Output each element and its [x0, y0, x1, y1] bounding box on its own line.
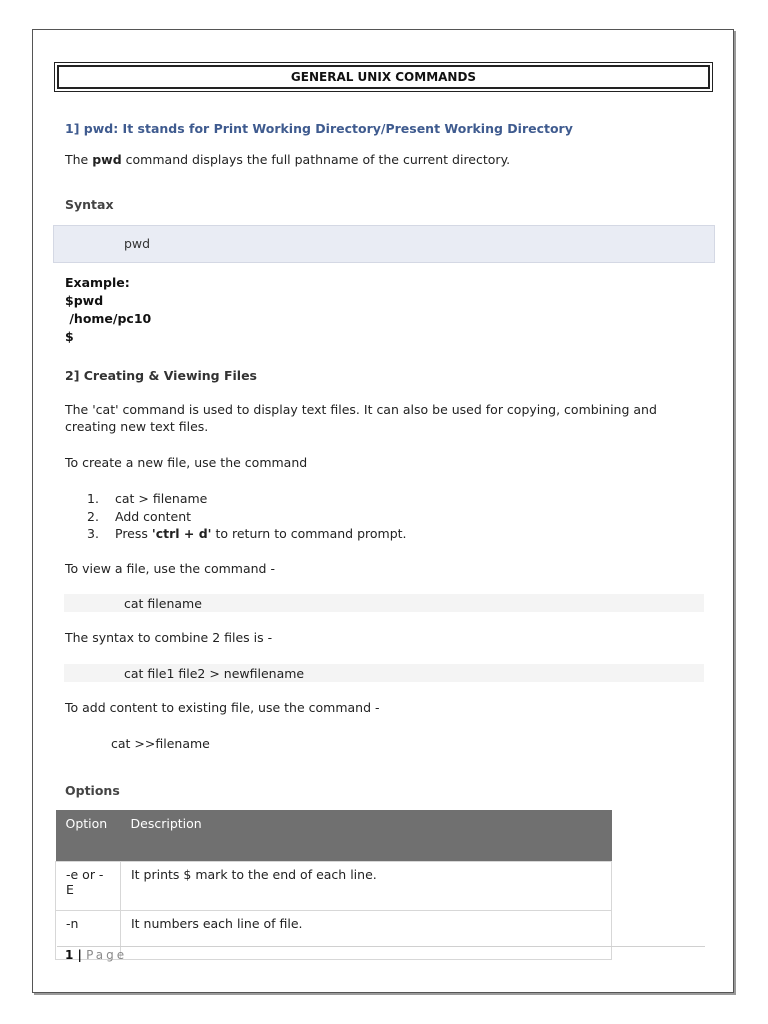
list-number: 3.	[87, 526, 99, 541]
list-text-post: to return to command prompt.	[211, 526, 407, 541]
column-header-option: Option	[56, 810, 121, 862]
list-text	[115, 525, 407, 543]
list-text-keys: 'ctrl + d'	[151, 526, 212, 541]
table-header-row	[56, 810, 612, 862]
column-header-description: Description	[121, 810, 612, 862]
create-steps-list	[87, 490, 407, 543]
table-cell-description: It prints $ mark to the end of each line.	[121, 862, 612, 911]
footer-divider	[57, 946, 705, 947]
page-word: Page	[86, 948, 128, 962]
pwd-desc-command: pwd	[92, 152, 122, 167]
cat-heading: 2] Creating & Viewing Files	[65, 368, 257, 383]
table-row	[56, 911, 612, 960]
list-number: 1.	[87, 491, 99, 506]
list-text: Add content	[115, 508, 192, 524]
view-intro: To view a file, use the command -	[65, 561, 275, 576]
cat-desc-line2: creating new text files.	[65, 419, 209, 434]
create-intro: To create a new file, use the command	[65, 455, 308, 470]
pwd-description	[65, 152, 510, 167]
pwd-syntax-code: pwd	[124, 236, 151, 251]
page-footer	[65, 948, 127, 962]
append-intro: To add content to existing file, use the command -	[65, 700, 380, 715]
title-box	[54, 62, 713, 92]
append-code: cat >>filename	[111, 736, 210, 751]
example-line: $pwd	[65, 293, 104, 308]
table-cell-option: -e or -E	[56, 862, 121, 911]
pwd-example-block	[65, 274, 151, 346]
example-line: $	[65, 329, 74, 344]
cat-desc-line1: The 'cat' command is used to display text files. It can also be used for copying, combining and	[65, 402, 657, 417]
options-label: Options	[65, 783, 120, 798]
example-line: /home/pc10	[65, 311, 152, 326]
pwd-syntax-box	[53, 225, 715, 263]
table-row	[56, 862, 612, 911]
table-cell-description: It numbers each line of file.	[121, 911, 612, 960]
options-table	[55, 810, 612, 960]
pwd-desc-pre: The	[65, 152, 93, 167]
list-text: cat > filename	[115, 491, 208, 506]
table-cell-option: -n	[56, 911, 121, 960]
list-text-pre: Press	[115, 526, 152, 541]
example-line: Example:	[65, 275, 130, 290]
footer-separator: |	[73, 948, 87, 962]
list-item	[87, 525, 407, 543]
pwd-desc-post: command displays the full pathname of the current directory.	[121, 152, 511, 167]
list-item	[87, 490, 407, 508]
list-item	[87, 508, 407, 526]
syntax-label: Syntax	[65, 197, 114, 212]
pwd-heading: 1] pwd: It stands for Print Working Directory/Present Working Directory	[65, 121, 573, 136]
document-title: GENERAL UNIX COMMANDS	[57, 65, 710, 89]
view-code: cat filename	[124, 596, 202, 611]
combine-intro: The syntax to combine 2 files is -	[65, 630, 273, 645]
combine-code: cat file1 file2 > newfilename	[124, 666, 305, 681]
list-number: 2.	[87, 508, 99, 524]
page-number: 1	[65, 948, 74, 962]
